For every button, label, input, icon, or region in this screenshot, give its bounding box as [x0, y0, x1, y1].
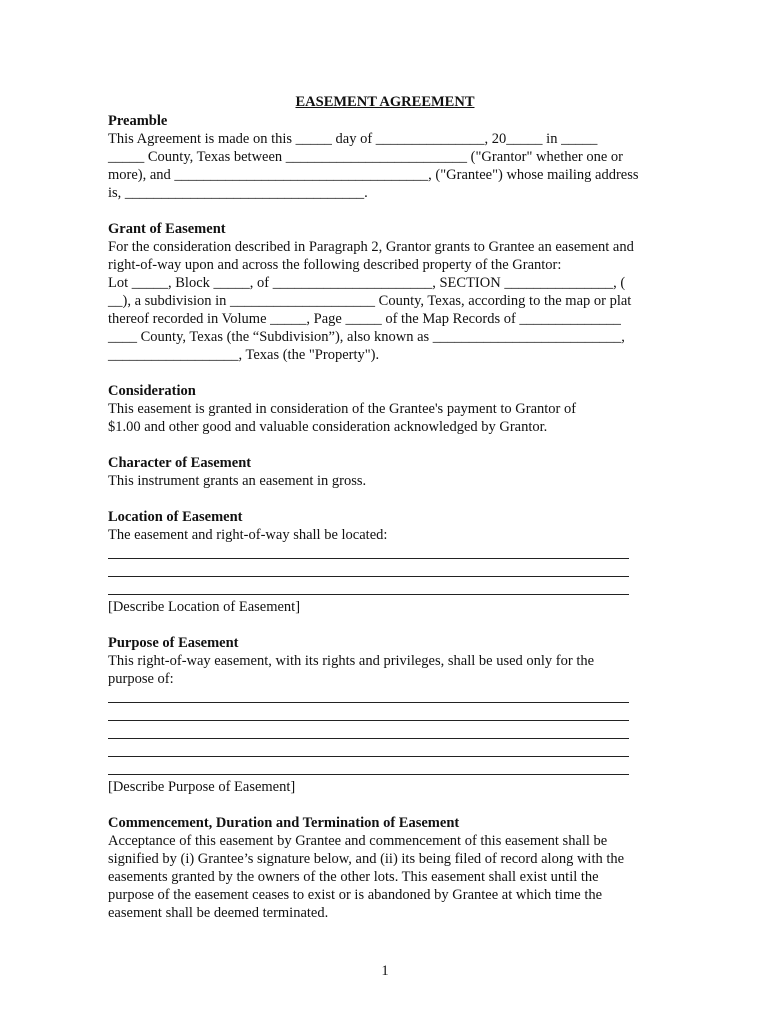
- text-line: This right-of-way easement, with its rights and privileges, shall be used only for the: [108, 653, 595, 669]
- section-preamble: [108, 112, 668, 202]
- spacer: [108, 364, 668, 382]
- instruction-note: [Describe Location of Easement]: [108, 599, 301, 615]
- text-line: The easement and right-of-way shall be located:: [108, 527, 388, 543]
- section-heading: Preamble: [108, 113, 168, 129]
- blank-fill-line: [108, 580, 668, 598]
- spacer: [108, 616, 668, 634]
- text-line: _____ County, Texas between _________________________ ("Grantor" whether one or: [108, 149, 624, 165]
- blank-fill-line: [108, 760, 668, 778]
- fill-rule: [108, 576, 629, 577]
- section-grant-of-easement: [108, 220, 668, 364]
- section-heading: Commencement, Duration and Termination of Easement: [108, 815, 460, 831]
- section-heading: Location of Easement: [108, 509, 243, 525]
- section-character-of-easement: [108, 454, 668, 490]
- section-heading: Character of Easement: [108, 455, 252, 471]
- text-line: more), and ___________________________________, ("Grantee") whose mailing address: [108, 167, 639, 183]
- blank-fill-line: [108, 688, 668, 706]
- text-line: thereof recorded in Volume _____, Page _____ of the Map Records of ______________: [108, 311, 621, 327]
- blank-fill-line: [108, 544, 668, 562]
- blank-fill-line: [108, 562, 668, 580]
- text-line: For the consideration described in Paragraph 2, Grantor grants to Grantee an easement and: [108, 239, 634, 255]
- text-line: easement shall be deemed terminated.: [108, 905, 329, 921]
- instruction-note: [Describe Purpose of Easement]: [108, 779, 296, 795]
- page-number: 1: [381, 963, 389, 979]
- text-line: This easement is granted in consideration of the Grantee's payment to Grantor of: [108, 401, 577, 417]
- fill-rule: [108, 738, 629, 739]
- text-line: This instrument grants an easement in gross.: [108, 473, 367, 489]
- text-line: $1.00 and other good and valuable consideration acknowledged by Grantor.: [108, 419, 548, 435]
- section-heading: Consideration: [108, 383, 196, 399]
- section-commencement-duration-termination: [108, 814, 668, 922]
- section-purpose-of-easement: [108, 634, 668, 796]
- text-line: __), a subdivision in ____________________ County, Texas, according to the map or plat: [108, 293, 632, 309]
- section-consideration: [108, 382, 668, 436]
- fill-rule: [108, 594, 629, 595]
- section-location-of-easement: [108, 508, 668, 616]
- blank-fill-line: [108, 706, 668, 724]
- spacer: [108, 490, 668, 508]
- text-line: __________________, Texas (the "Property").: [108, 347, 380, 363]
- text-line: Acceptance of this easement by Grantee and commencement of this easement shall be: [108, 833, 608, 849]
- text-line: ____ County, Texas (the “Subdivision”), also known as __________________________,: [108, 329, 625, 345]
- fill-rule: [108, 756, 629, 757]
- blank-fill-line: [108, 742, 668, 760]
- section-heading: Grant of Easement: [108, 221, 226, 237]
- text-line: is, _________________________________.: [108, 185, 368, 201]
- text-line: signified by (i) Grantee’s signature below, and (ii) its being filed of record along with the: [108, 851, 625, 867]
- text-line: This Agreement is made on this _____ day of _______________, 20_____ in _____: [108, 131, 598, 147]
- document-title: EASEMENT AGREEMENT: [295, 94, 475, 110]
- section-heading: Purpose of Easement: [108, 635, 239, 651]
- text-line: purpose of the easement ceases to exist or is abandoned by Grantee at which time the: [108, 887, 603, 903]
- blank-fill-line: [108, 724, 668, 742]
- fill-rule: [108, 702, 629, 703]
- spacer: [108, 796, 668, 814]
- text-line: Lot _____, Block _____, of ______________________, SECTION _______________, (: [108, 275, 626, 291]
- text-line: right-of-way upon and across the following described property of the Grantor:: [108, 257, 562, 273]
- fill-rule: [108, 720, 629, 721]
- text-line: purpose of:: [108, 671, 174, 687]
- spacer: [108, 202, 668, 220]
- document-body: [108, 112, 668, 922]
- spacer: [108, 436, 668, 454]
- fill-rule: [108, 774, 629, 775]
- fill-rule: [108, 558, 629, 559]
- text-line: easements granted by the owners of the other lots. This easement shall exist until the: [108, 869, 599, 885]
